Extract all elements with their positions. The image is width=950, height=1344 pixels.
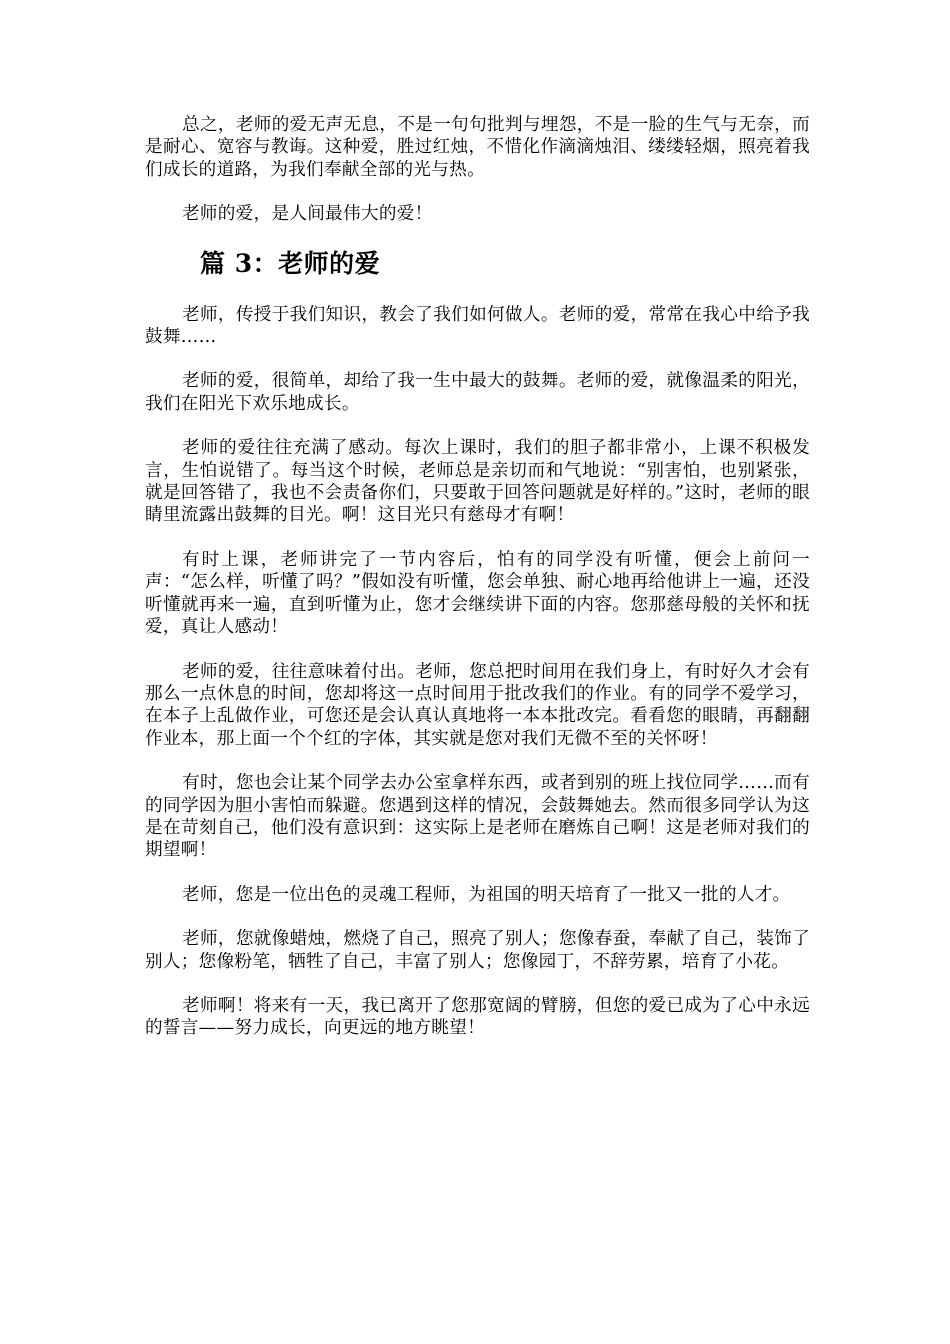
body-paragraph: 老师的爱，很简单，却给了我一生中最大的鼓舞。老师的爱，就像温柔的阳光，我们在阳光下欢乐地成长。 [145, 371, 810, 414]
body-paragraph: 老师的爱，往往意味着付出。老师，您总把时间用在我们身上，有时好久才会有那么一点休息的时间，您却将这一点时间用于批改我们的作业。有的同学不爱学习，在本子上乱做作业，可您还是会认真认真地将一本本批改完。看看您的眼睛，再翻翻作业本，那上面一个个红的字体，其实就是您对我们无微不至的关怀呀！ [145, 661, 810, 749]
body-paragraph: 有时上课，老师讲完了一节内容后，怕有的同学没有听懂，便会上前问一声：“怎么样，听懂了吗？”假如没有听懂，您会单独、耐心地再给他讲上一遍，还没听懂就再来一遍，直到听懂为止，您才会继续讲下面的内容。您那慈母般的关怀和抚爱，真让人感动！ [145, 549, 810, 638]
body-paragraph: 老师啊！将来有一天，我已离开了您那宽阔的臂膀，但您的爱已成为了心中永远的誓言——努力成长，向更远的地方眺望！ [145, 995, 810, 1039]
intro-paragraph: 总之，老师的爱无声无息，不是一句句批判与埋怨，不是一脸的生气与无奈，而是耐心、宽容与教诲。这种爱，胜过红烛，不惜化作滴滴烛泪、缕缕轻烟，照亮着我们成长的道路，为我们奉献全部的光与热。 [145, 115, 810, 180]
body-paragraph: 老师，您就像蜡烛，燃烧了自己，照亮了别人；您像春蚕，奉献了自己，装饰了别人；您像粉笔，牺牲了自己，丰富了别人；您像园丁，不辞劳累，培育了小花。 [145, 929, 810, 972]
body-paragraph: 老师，您是一位出色的灵魂工程师，为祖国的明天培育了一批又一批的人才。 [182, 884, 791, 905]
body-paragraph: 老师，传授于我们知识，教会了我们如何做人。老师的爱，常常在我心中给予我鼓舞…… [145, 304, 810, 348]
section-title: 篇 3：老师的爱 [200, 248, 381, 278]
intro-paragraph: 老师的爱，是人间最伟大的爱！ [182, 204, 433, 225]
body-paragraph: 老师的爱往往充满了感动。每次上课时，我们的胆子都非常小，上课不积极发言，生怕说错了。每当这个时候，老师总是亲切而和气地说：“别害怕，也别紧张，就是回答错了，我也不会责备你们，只要敢于回答问题就是好样的。”这时，老师的眼睛里流露出鼓舞的目光。啊！这目光只有慈母才有啊！ [145, 438, 810, 526]
body-paragraph: 有时，您也会让某个同学去办公室拿样东西，或者到别的班上找位同学……而有的同学因为胆小害怕而躲避。您遇到这样的情况，会鼓舞她去。然而很多同学认为这是在苛刻自己，他们没有意识到：这实际上是老师在磨炼自己啊！这是老师对我们的期望啊！ [145, 773, 810, 861]
document-page [145, 114, 810, 1062]
